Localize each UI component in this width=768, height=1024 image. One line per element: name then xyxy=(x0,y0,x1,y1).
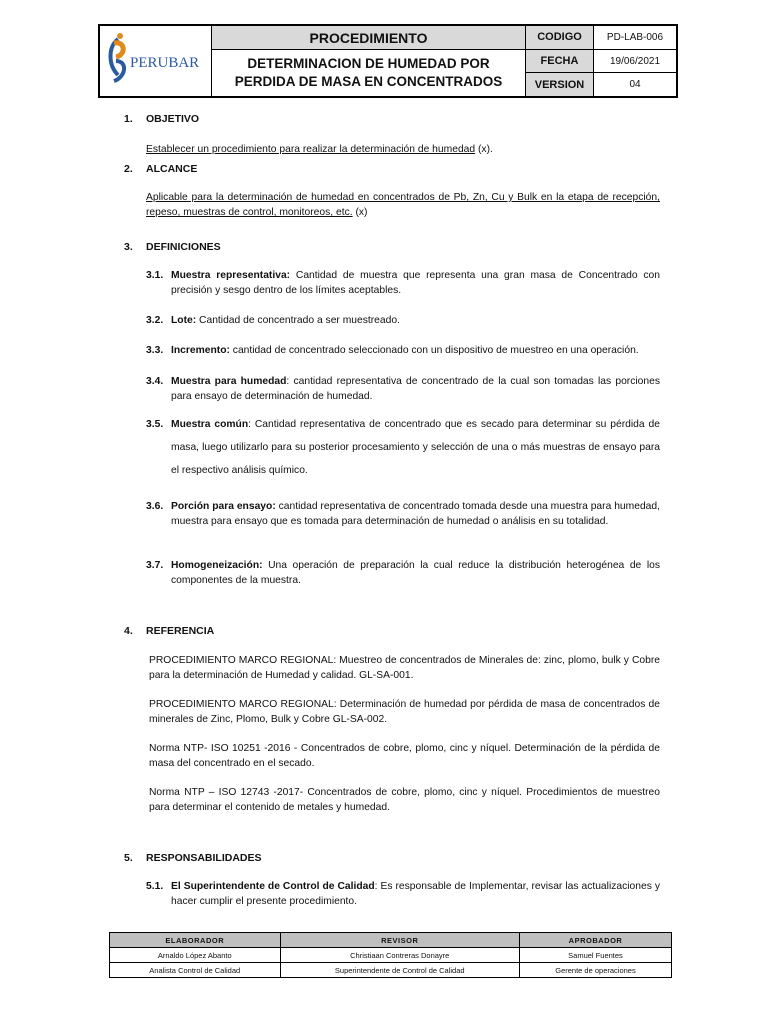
reference-item: PROCEDIMIENTO MARCO REGIONAL: Determinación de humedad por pérdida de masa de concentrados de minerales de Zinc, Plomo, Bulk y Cobre GL-SA-002. xyxy=(149,699,660,725)
section-definiciones-heading xyxy=(124,241,221,253)
section-number: 2. xyxy=(124,163,133,175)
alcance-text xyxy=(146,190,660,220)
section-alcance-heading xyxy=(124,163,197,175)
company-logo xyxy=(100,26,212,96)
reference-item: Norma NTP – ISO 12743 -2017- Concentrados de cobre, plomo, cinc y níquel. Procedimientos de muestreo para determinar el contenido de metales y humedad. xyxy=(149,787,660,813)
version-value: 04 xyxy=(629,79,641,91)
version-label: VERSION xyxy=(526,73,594,96)
definition-number: 3.6. xyxy=(146,501,164,512)
signature-header: APROBADOR xyxy=(519,933,671,948)
reference-item: PROCEDIMIENTO MARCO REGIONAL: Muestreo de concentrados de Minerales de: zinc, plomo, bulk y Cobre para la determinación de Humedad y calidad. GL-SA-001. xyxy=(149,655,660,681)
signer-name: Samuel Fuentes xyxy=(519,948,671,963)
codigo-label: CODIGO xyxy=(526,26,594,49)
section-title: ALCANCE xyxy=(146,163,198,175)
fecha-label: FECHA xyxy=(526,50,594,73)
definition-number: 3.7. xyxy=(146,560,164,571)
definition-text: cantidad de concentrado seleccionado con un dispositivo de muestreo en una operación. xyxy=(229,345,639,356)
signer-role: Analista Control de Calidad xyxy=(110,963,281,978)
signature-header: REVISOR xyxy=(280,933,519,948)
logo-wordmark: PERUBAR xyxy=(129,55,199,71)
objetivo-text xyxy=(146,142,660,157)
definition-term: Muestra representativa: xyxy=(171,270,291,281)
definition-item xyxy=(146,343,660,358)
definition-number: 3.3. xyxy=(146,345,164,356)
definition-item xyxy=(146,374,660,404)
section-number: 1. xyxy=(124,113,133,125)
definition-item xyxy=(146,499,660,529)
signature-header: ELABORADOR xyxy=(110,933,281,948)
section-number: 4. xyxy=(124,625,133,637)
fecha-value: 19/06/2021 xyxy=(609,55,661,67)
definition-text: Una operación de preparación la cual reduce la distribución heterogénea de los componentes de la muestra. xyxy=(171,560,660,586)
codigo-value: PD-LAB-006 xyxy=(606,31,664,43)
perubar-logo-icon xyxy=(104,31,208,91)
alcance-suffix: (x) xyxy=(352,207,368,218)
section-number: 5. xyxy=(124,852,133,864)
signer-name: Christiaan Contreras Donayre xyxy=(280,948,519,963)
signer-role: Gerente de operaciones xyxy=(519,963,671,978)
signer-role: Superintendente de Control de Calidad xyxy=(280,963,519,978)
section-title: OBJETIVO xyxy=(146,113,200,125)
section-title: DEFINICIONES xyxy=(146,241,221,253)
definition-number: 3.1. xyxy=(146,270,164,281)
definition-term: Incremento: xyxy=(171,345,230,356)
alcance-body: Aplicable para la determinación de humedad en concentrados de Pb, Zn, Cu y Bulk en la etapa de recepción, repeso, muestras de control, monitoreos, etc. xyxy=(146,192,660,218)
definition-number: 3.5. xyxy=(146,419,164,430)
definition-item xyxy=(146,268,660,298)
definition-number: 3.2. xyxy=(146,315,164,326)
definition-item xyxy=(146,558,660,588)
definition-text: : Cantidad representativa de concentrado que es secado para determinar su pérdida de masa, luego utilizarlo para su posterior procesamiento y selección de una o más muestras de ensayo para el respectivo análisis químico. xyxy=(171,419,660,476)
definition-term: Lote: xyxy=(171,315,197,326)
responsibility-term: El Superintendente de Control de Calidad xyxy=(171,881,375,892)
definition-text: cantidad representativa de concentrado tomada desde una muestra para humedad, muestra para ensayo que es tomada para determinación de humedad o análisis en su totalidad. xyxy=(171,501,660,527)
signer-name: Arnaldo López Abanto xyxy=(110,948,281,963)
objetivo-suffix: (x). xyxy=(475,144,493,155)
signature-table xyxy=(109,932,672,978)
responsibility-item xyxy=(146,879,660,909)
definition-term: Muestra para humedad xyxy=(171,376,287,387)
definition-term: Homogeneización: xyxy=(171,560,263,571)
definition-text: Cantidad de concentrado a ser muestreado. xyxy=(196,315,400,326)
document-title: DETERMINACION DE HUMEDAD POR PERDIDA DE MASA EN CONCENTRADOS xyxy=(234,56,503,89)
definition-item xyxy=(146,313,660,328)
section-title: RESPONSABILIDADES xyxy=(146,852,262,864)
objetivo-body: Establecer un procedimiento para realizar la determinación de humedad xyxy=(146,144,476,155)
definition-term: Muestra común xyxy=(171,419,249,430)
definition-text: Cantidad de muestra que representa una gran masa de Concentrado con precisión y sesgo dentro de los límites aceptables. xyxy=(171,270,661,296)
section-objetivo-heading xyxy=(124,113,199,125)
definition-item xyxy=(146,413,660,482)
section-responsabilidades-heading xyxy=(124,852,262,864)
definition-number: 3.4. xyxy=(146,376,164,387)
definition-text: : cantidad representativa de concentrado de la cual son tomadas las porciones para ensayo de determinación de humedad. xyxy=(171,376,660,402)
document-header xyxy=(98,24,678,98)
responsibility-number: 5.1. xyxy=(146,881,164,892)
procedure-label: PROCEDIMIENTO xyxy=(212,26,525,50)
definition-term: Porción para ensayo: xyxy=(171,501,276,512)
responsibility-text: : Es responsable de Implementar, revisar las actualizaciones y hacer cumplir el presente procedimiento. xyxy=(171,881,660,907)
section-referencia-heading xyxy=(124,625,214,637)
section-number: 3. xyxy=(124,241,133,253)
reference-item: Norma NTP- ISO 10251 -2016 - Concentrados de cobre, plomo, cinc y níquel. Determinación de la pérdida de masa del concentrado en el secado. xyxy=(149,743,660,769)
section-title: REFERENCIA xyxy=(146,625,215,637)
